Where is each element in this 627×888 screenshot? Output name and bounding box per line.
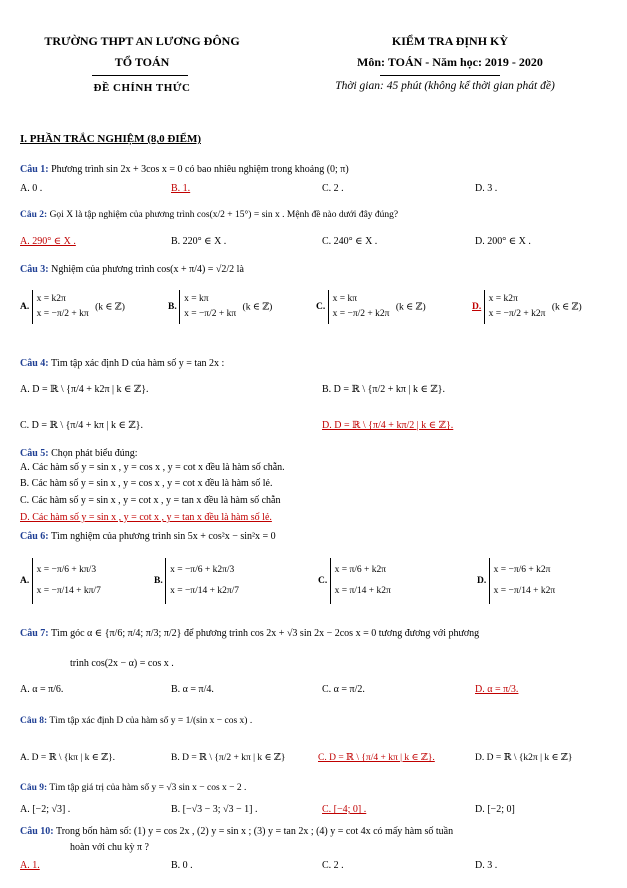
answer-b[interactable] [171, 183, 190, 194]
question-10 [20, 826, 608, 837]
answer-c-text: C. D = ℝ \ {π/4 + kπ | k ∈ ℤ}. [318, 753, 435, 763]
question-text: Chọn phát biểu đúng: [51, 448, 138, 459]
question-label: Câu 7: [20, 628, 49, 639]
system-line: x = −π/14 + kπ/7 [36, 585, 101, 596]
official-label: ĐỀ CHÍNH THỨC [93, 82, 191, 94]
question-9 [20, 783, 246, 793]
answer-b[interactable]: B. D = ℝ \ {π/2 + kπ | k ∈ ℤ}. [322, 384, 445, 395]
question-10-cont: hoàn với chu kỳ π ? [70, 842, 149, 853]
question-4 [20, 358, 224, 369]
answer-d[interactable] [20, 512, 272, 523]
system-line: x = −π/2 + k2π [488, 309, 546, 320]
answer-c[interactable] [322, 804, 366, 815]
answer-c[interactable] [318, 752, 435, 763]
answer-a-text: A. 1. [20, 860, 40, 871]
answer-b[interactable]: B. 0 . [171, 860, 193, 871]
department-name: TỔ TOÁN [114, 55, 170, 69]
system-line: x = −π/6 + k2π [493, 565, 551, 575]
answer-a[interactable]: A. 0 . [20, 183, 43, 194]
question-8 [20, 716, 252, 726]
exam-subject: Môn: TOÁN - Năm học: 2019 - 2020 [357, 55, 543, 69]
answer-a[interactable]: A. [−2; √3] . [20, 804, 71, 815]
system-line: x = −π/2 + kπ [36, 309, 89, 320]
system-line: x = −π/14 + k2π/7 [170, 585, 240, 596]
school-name: TRƯỜNG THPT AN LƯƠNG ĐÔNG [44, 34, 240, 48]
answer-b[interactable]: B. x = −π/6 + k2π/3 x = −π/14 + k2π/7 [154, 558, 243, 604]
answer-a[interactable]: A. x = k2π x = −π/2 + kπ (k ∈ ℤ) [20, 290, 125, 324]
answer-a[interactable] [20, 236, 76, 247]
answer-d[interactable]: D. 3 . [475, 183, 498, 194]
answer-c-text: C. [−4; 0] . [322, 804, 367, 815]
answer-c[interactable]: C. 2 . [322, 183, 344, 194]
answer-a[interactable] [20, 860, 40, 871]
question-text: Phương trình sin 2x + 3cos x = 0 có bao nhiêu nghiệm trong khoảng (0; π) [51, 164, 349, 175]
system-line: x = k2π [36, 294, 66, 304]
system-line: x = −π/6 + k2π/3 [170, 565, 235, 575]
section-title-text: I. PHẦN TRẮC NGHIỆM (8,0 ĐIỂM) [20, 133, 201, 145]
answer-a[interactable]: A. D = ℝ \ {kπ | k ∈ ℤ}. [20, 753, 116, 763]
condition: (k ∈ ℤ) [395, 302, 426, 313]
answer-c[interactable]: C. Các hàm số y = sin x , y = cot x , y = tan x đều là hàm số chẵn [20, 495, 281, 506]
condition: (k ∈ ℤ) [95, 302, 125, 313]
question-1 [20, 164, 349, 175]
answer-b[interactable]: B. Các hàm số y = sin x , y = cos x , y = cot x đều là hàm số lẻ. [20, 478, 273, 489]
answer-d[interactable]: D. 200° ∈ X . [475, 236, 531, 247]
answer-b[interactable]: B. α = π/4. [171, 684, 214, 695]
condition: (k ∈ ℤ) [242, 302, 273, 313]
system-line: x = −π/6 + kπ/3 [36, 565, 97, 575]
answer-d[interactable]: D. D = ℝ \ {k2π | k ∈ ℤ} [475, 753, 573, 763]
question-label: Câu 4: [20, 358, 49, 369]
condition: (k ∈ ℤ) [551, 302, 582, 313]
question-2 [20, 210, 398, 220]
answer-a[interactable]: A. x = −π/6 + kπ/3 x = −π/14 + kπ/7 [20, 558, 105, 604]
answer-b[interactable]: B. [−√3 − 3; √3 − 1] . [171, 804, 258, 815]
answer-d-text: D. D = ℝ \ {π/4 + kπ/2 | k ∈ ℤ}. [322, 420, 454, 431]
divider [92, 75, 188, 76]
answer-d-text: D. α = π/3. [475, 684, 519, 695]
question-6 [20, 531, 276, 542]
question-text: Nghiệm của phương trình cos(x + π/4) = √2/2 là [51, 264, 244, 275]
question-label: Câu 9: [20, 783, 48, 793]
answer-c[interactable]: C. x = π/6 + k2π x = π/14 + k2π [318, 558, 395, 604]
exam-title: KIỂM TRA ĐỊNH KỲ [391, 34, 509, 48]
answer-b[interactable]: B. D = ℝ \ {π/2 + kπ | k ∈ ℤ} [171, 753, 286, 763]
question-7 [20, 628, 608, 639]
answer-b[interactable]: B. 220° ∈ X . [171, 236, 227, 247]
system-line: x = kπ [184, 294, 209, 304]
answer-d[interactable]: D. x = −π/6 + k2π x = −π/14 + k2π [477, 558, 559, 604]
answer-a[interactable]: A. D = ℝ \ {π/4 + k2π | k ∈ ℤ}. [20, 384, 149, 395]
answer-b-text: B. 1. [171, 183, 191, 194]
question-label: Câu 3: [20, 264, 49, 275]
question-text: Tìm tập giá trị của hàm số y = √3 sin x − cos x − 2 . [49, 783, 247, 793]
question-5 [20, 448, 138, 459]
exam-time: Thời gian: 45 phút (không kể thời gian phát đề) [335, 80, 555, 92]
question-text: Gọi X là tập nghiệm của phương trình cos(x/2 + 15°) = sin x . Mệnh đề nào dưới đây đúng? [49, 210, 399, 220]
system-line: x = −π/2 + k2π [332, 309, 390, 320]
question-text: Tìm nghiệm của phương trình sin 5x + cos²x − sin²x = 0 [50, 531, 276, 542]
system-line: x = k2π [488, 294, 518, 304]
answer-d-text: D. Các hàm số y = sin x , y = cot x , y = tan x đều là hàm số lẻ. [20, 512, 272, 523]
question-label: Câu 2: [20, 210, 48, 220]
answer-d[interactable]: D. x = k2π x = −π/2 + k2π (k ∈ ℤ) [472, 290, 582, 324]
question-text: Tìm góc α ∈ {π/6; π/4; π/3; π/2} để phương trình cos 2x + √3 sin 2x − 2cos x = 0 tương đương với phương [50, 628, 480, 639]
answer-a-text: A. 290° ∈ X . [20, 236, 76, 247]
answer-d[interactable] [322, 420, 453, 431]
answer-a[interactable]: A. α = π/6. [20, 684, 64, 695]
answer-d[interactable]: D. 3 . [475, 860, 498, 871]
question-3 [20, 264, 244, 275]
answer-d[interactable]: D. [−2; 0] [475, 804, 515, 815]
question-label: Câu 5: [20, 448, 49, 459]
divider [380, 75, 500, 76]
question-text: Tìm tập xác định D của hàm số y = 1/(sin x − cos x) . [49, 716, 253, 726]
question-7-cont: trình cos(2x − α) = cos x . [70, 658, 174, 669]
question-label: Câu 8: [20, 716, 48, 726]
answer-b[interactable]: B. x = kπ x = −π/2 + kπ (k ∈ ℤ) [168, 290, 272, 324]
system-line: x = π/14 + k2π [334, 585, 391, 596]
section-title [20, 133, 201, 145]
system-line: x = −π/2 + kπ [184, 309, 237, 320]
answer-c[interactable]: C. x = kπ x = −π/2 + k2π (k ∈ ℤ) [316, 290, 426, 324]
answer-c[interactable]: C. α = π/2. [322, 684, 365, 695]
question-text: Trong bốn hàm số: (1) y = cos 2x , (2) y = sin x ; (3) y = tan 2x ; (4) y = cot 4x có mấy hàm số tuần [55, 826, 454, 837]
answer-d[interactable] [475, 684, 518, 695]
system-line: x = −π/14 + k2π [493, 585, 556, 596]
question-label: Câu 6: [20, 531, 49, 542]
question-text: Tìm tập xác định D của hàm số y = tan 2x : [50, 358, 225, 369]
answer-c[interactable]: C. 2 . [322, 860, 344, 871]
question-label: Câu 1: [20, 164, 49, 175]
system-line: x = kπ [332, 294, 358, 304]
answer-c[interactable]: C. 240° ∈ X . [322, 236, 378, 247]
answer-a[interactable]: A. Các hàm số y = sin x , y = cos x , y = cot x đều là hàm số chẵn. [20, 462, 285, 473]
question-label: Câu 10: [20, 826, 54, 837]
answer-c[interactable]: C. D = ℝ \ {π/4 + kπ | k ∈ ℤ}. [20, 420, 143, 431]
system-line: x = π/6 + k2π [334, 565, 387, 575]
